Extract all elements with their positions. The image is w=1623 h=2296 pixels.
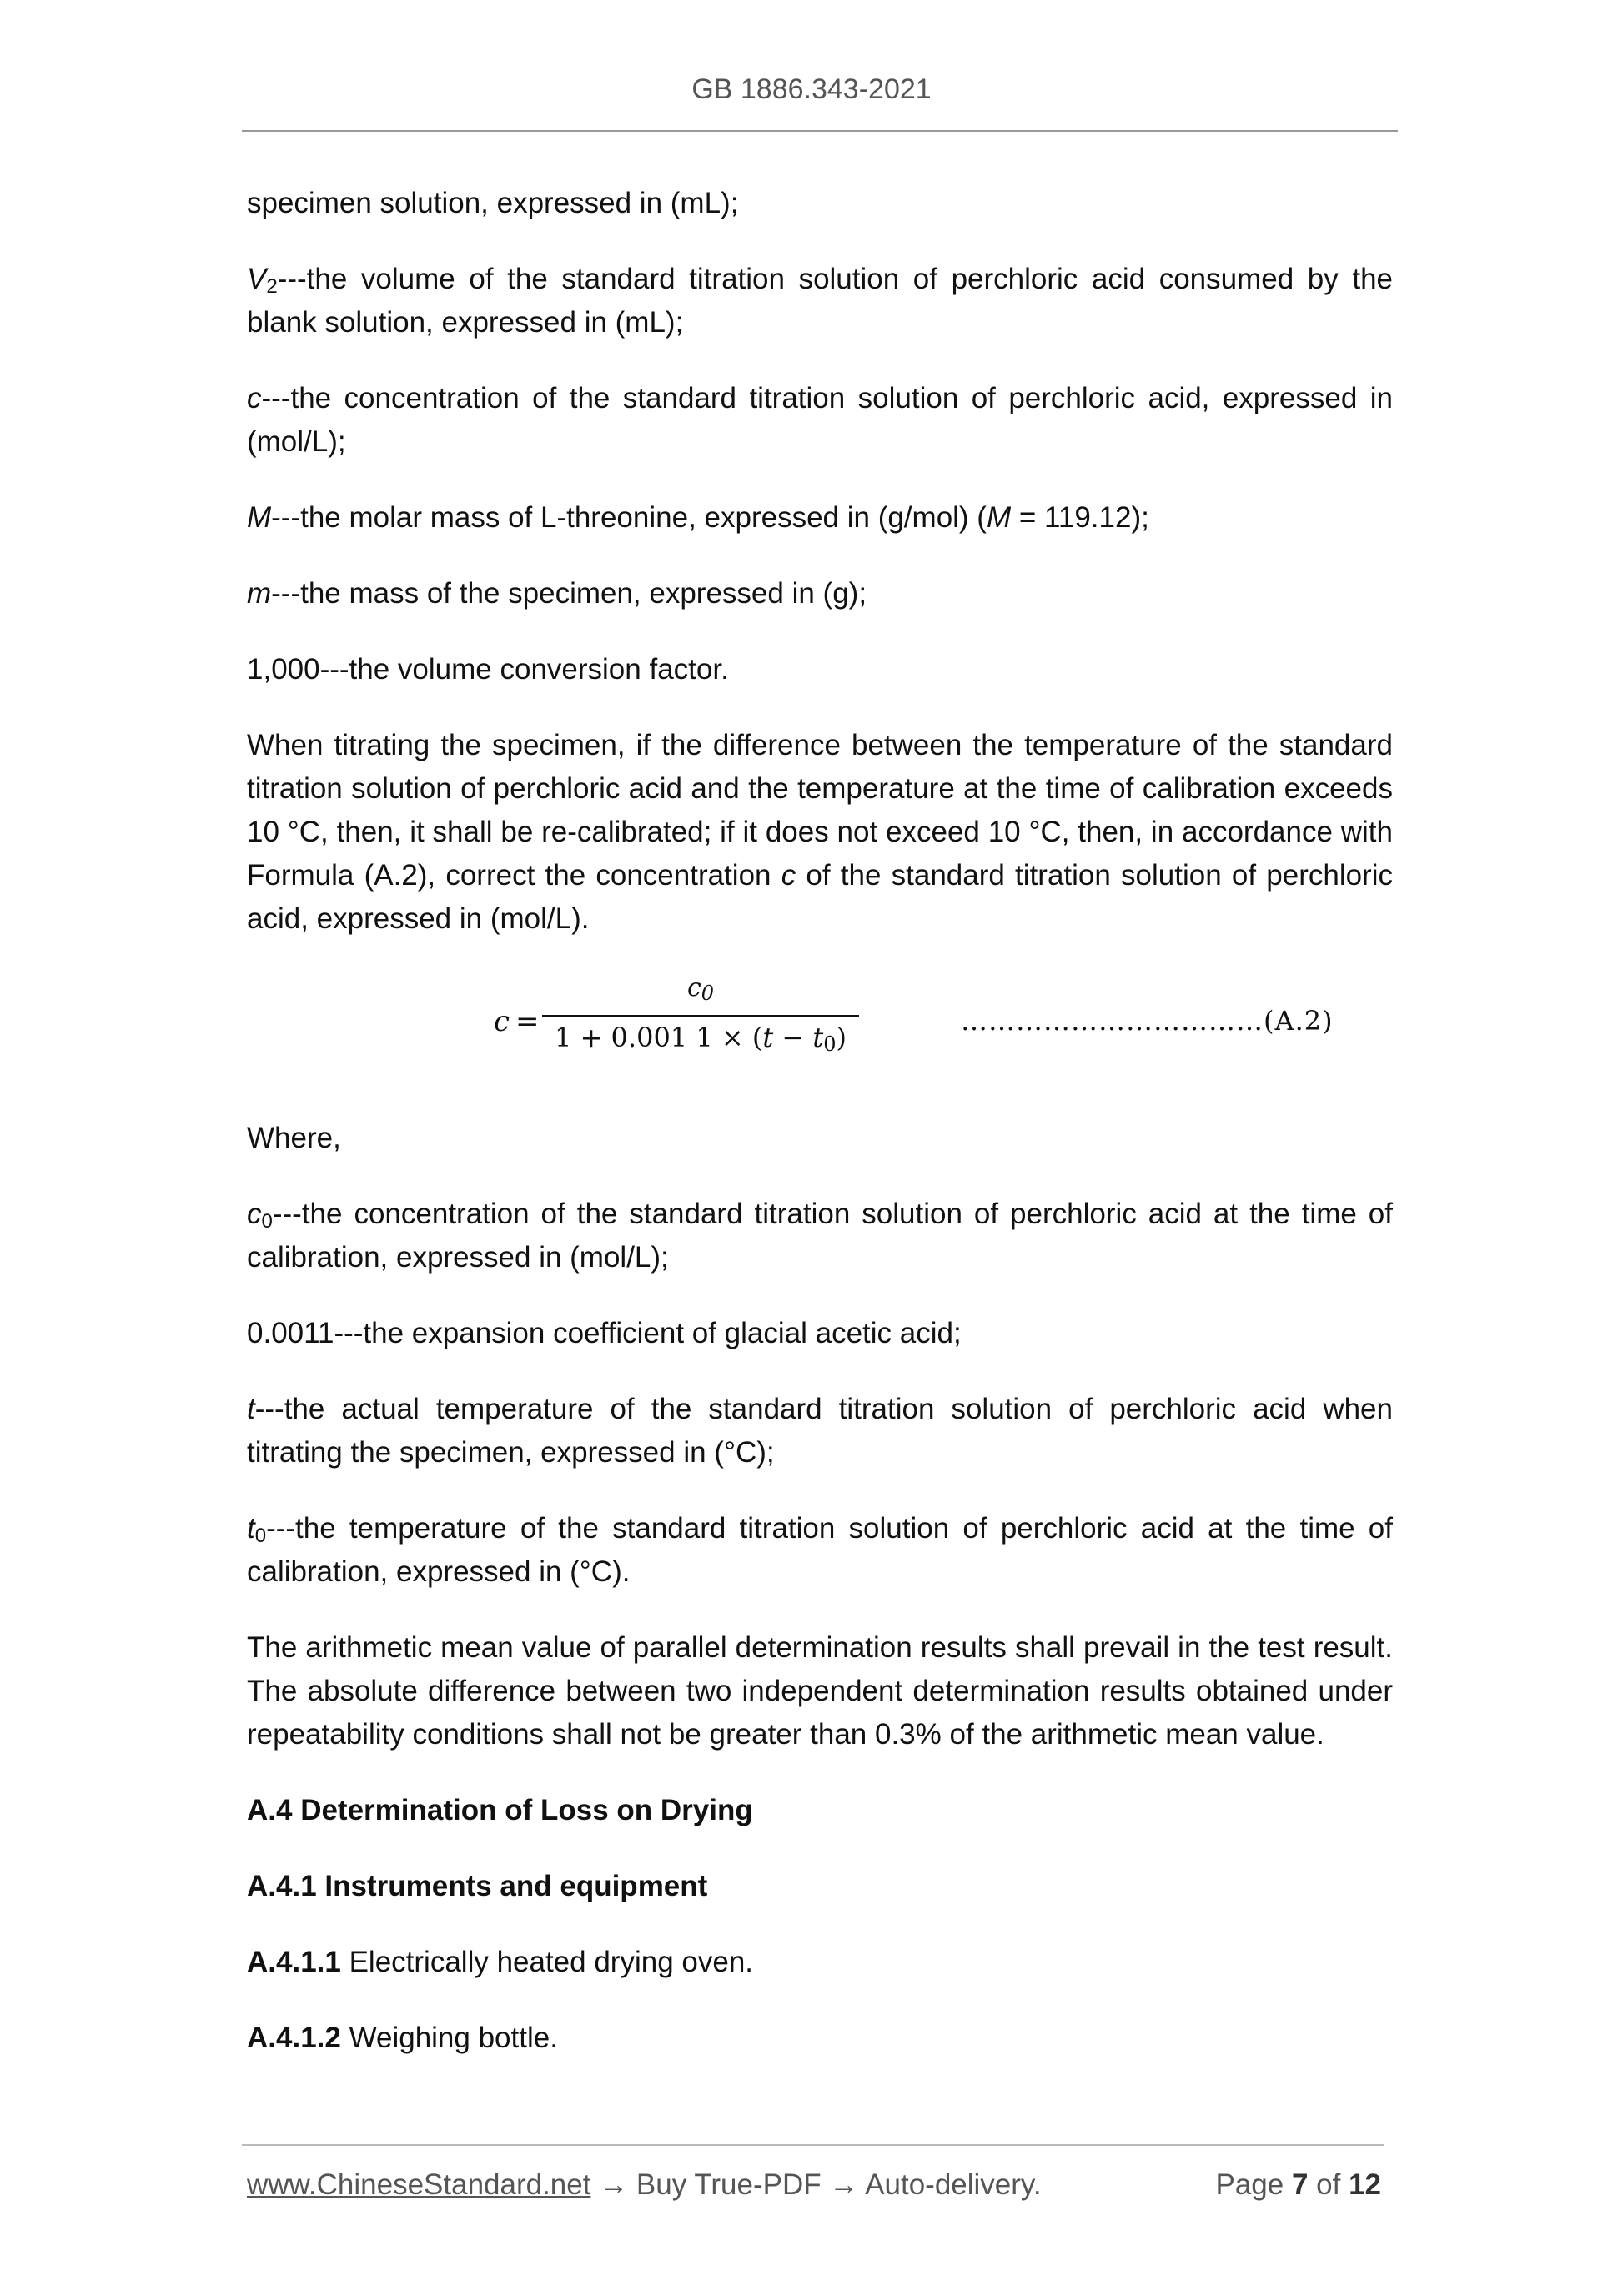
definition-t0: $t_0--$-the temperature of the standard titration solution of perchloric acid at the time of calibration, expressed in (°C). [247,1512,1393,1588]
header-divider [242,130,1398,132]
definition-coefficient: 0.0011---the expansion coefficient of glacial acetic acid; [247,1317,962,1349]
clause-a411: A.4.1.1 Electrically heated drying oven. [247,1946,754,1978]
formula-equals: = [515,1005,540,1038]
page-header-title: GB 1886.343-2021 [691,73,932,105]
clause-a412: A.4.1.2 Weighing bottle. [247,2022,558,2054]
formula-number: ……………………………(A.2) [961,1005,1334,1037]
formula-denominator: 1 + 0.001 $1 \times (t - t_0)$ [555,1022,847,1056]
definition-v2: $V_2--$-the volume of the standard titration solution of perchloric acid consumed by the blank solution, expressed in (mL); [247,263,1393,339]
definition-mass: m---the mass of the specimen, expressed in (g); [247,577,867,610]
where-label: Where, [247,1122,341,1154]
definition-t: t---the actual temperature of the standard titration solution of perchloric acid when titrating the specimen, expressed in (°C); [247,1393,1393,1469]
page-indicator: Page 7 of 12 [1215,2168,1381,2201]
paragraph-precision: The arithmetic mean value of parallel determination results shall prevail in the test result. The absolute difference between two independent determination results obtained under repeatability conditions shall not be greater than 0.3% of the arithmetic mean value. [247,1631,1393,1751]
footer-divider [242,2144,1384,2146]
definition-molar-mass: M---the molar mass of L-threonine, expressed in (g/mol) (M = 119.12); [247,501,1149,534]
section-heading-a41: A.4.1 Instruments and equipment [247,1870,708,1902]
text-line: specimen solution, expressed in (mL); [247,187,739,219]
formula-numerator: $c_0$ [686,973,715,1005]
document-body [247,182,1393,2093]
site-link[interactable]: www.ChineseStandard.net [247,2168,591,2201]
definition-factor: 1,000---the volume conversion factor. [247,653,729,686]
definition-c: c---the concentration of the standard titration solution of perchloric acid, expressed in (mol/L); [247,382,1393,458]
formula-a2 [247,973,1393,1082]
paragraph-correction: When titrating the specimen, if the difference between the temperature of the standard titration solution of perchloric acid and the temperature at the time of calibration exceeds 10 °C, then, it shall be re-calibrated; if it does not exceed 10 °C, then, in accordance with Formula (A.2), correct the concentration c of the standard titration solution of perchloric acid, expressed in (mol/L). [247,729,1393,935]
fraction-bar [542,1015,859,1017]
definition-c0: $c_0--$-the concentration of the standard titration solution of perchloric acid at the time of calibration, expressed in (mol/L); [247,1198,1393,1274]
footer-promo: www.ChineseStandard.net → Buy True-PDF → Auto-delivery. [247,2168,1042,2201]
formula-fraction [542,973,859,1056]
formula-lhs: c [494,1005,510,1038]
section-heading-a4: A.4 Determination of Loss on Drying [247,1794,753,1826]
